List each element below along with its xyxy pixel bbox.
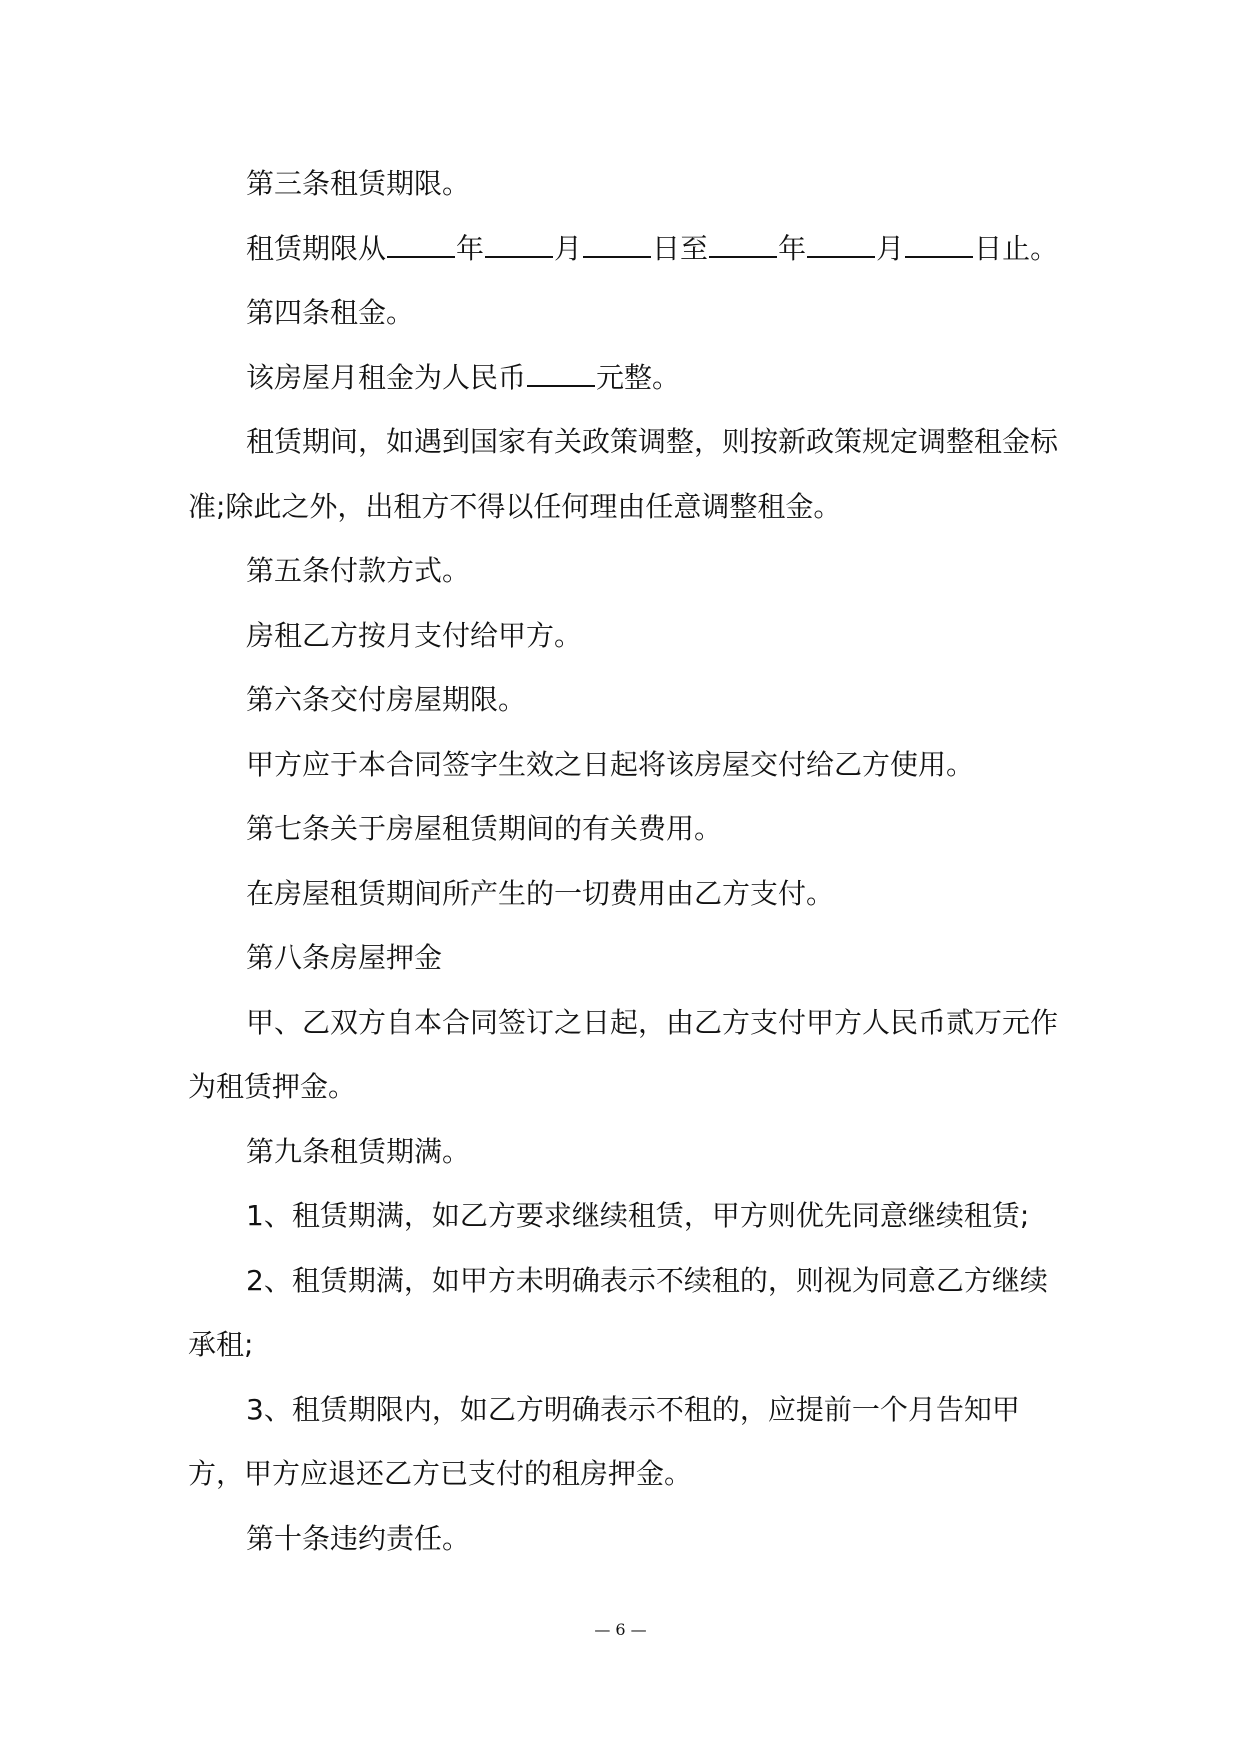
lease-term-month-2: 月 [876,231,905,265]
rent-suffix: 元整。 [596,360,681,394]
lease-term-year-2: 年 [778,231,807,265]
expiry-item-2: 2、租赁期满，如甲方未明确表示不续租的，则视为同意乙方继续承租; [188,1263,1048,1361]
start-year-blank [387,234,455,258]
end-month-blank [807,234,875,258]
start-day-blank [583,234,651,258]
delivery-clause: 甲方应于本合同签字生效之日起将该房屋交付给乙方使用。 [246,747,975,781]
payment-clause: 房租乙方按月支付给甲方。 [246,618,583,652]
lease-term-clause [188,217,1068,282]
expiry-item-1: 1、租赁期满，如乙方要求继续租赁，甲方则优先同意继续租赁; [246,1199,1030,1232]
article-3-heading: 第三条租赁期限。 [246,167,471,200]
lease-term-day-1: 日至 [652,231,709,265]
rent-amount-blank [527,363,595,387]
article-4-heading: 第四条租金。 [246,296,415,329]
article-7-heading: 第七条关于房屋租赁期间的有关费用。 [246,812,723,845]
lease-term-day-2: 日止。 [974,231,1059,265]
start-month-blank [485,234,553,258]
document-body [188,152,1068,1571]
article-8-heading: 第八条房屋押金 [246,941,443,974]
article-6-heading: 第六条交付房屋期限。 [246,683,527,716]
lease-term-month-1: 月 [554,231,583,265]
lease-term-year-1: 年 [456,231,485,265]
expenses-clause: 在房屋租赁期间所产生的一切费用由乙方支付。 [246,876,835,910]
article-5-heading: 第五条付款方式。 [246,554,471,587]
article-9-heading: 第九条租赁期满。 [246,1134,471,1168]
page-number: — 6 — [594,1620,647,1639]
deposit-clause: 甲、乙双方自本合同签订之日起，由乙方支付甲方人民币贰万元作为租赁押金。 [188,1005,1059,1103]
rent-clause [188,346,1068,411]
rent-adjustment-clause: 租赁期间，如遇到国家有关政策调整，则按新政策规定调整租金标准;除此之外，出租方不得以任何理由任意调整租金。 [188,425,1059,523]
expiry-item-3: 3、租赁期限内，如乙方明确表示不租的，应提前一个月告知甲方，甲方应退还乙方已支付的租房押金。 [188,1392,1020,1490]
article-10-heading: 第十条违约责任。 [246,1521,471,1555]
end-year-blank [709,234,777,258]
end-day-blank [905,234,973,258]
lease-term-prefix: 租赁期限从 [246,231,387,265]
rent-prefix: 该房屋月租金为人民币 [246,360,527,394]
